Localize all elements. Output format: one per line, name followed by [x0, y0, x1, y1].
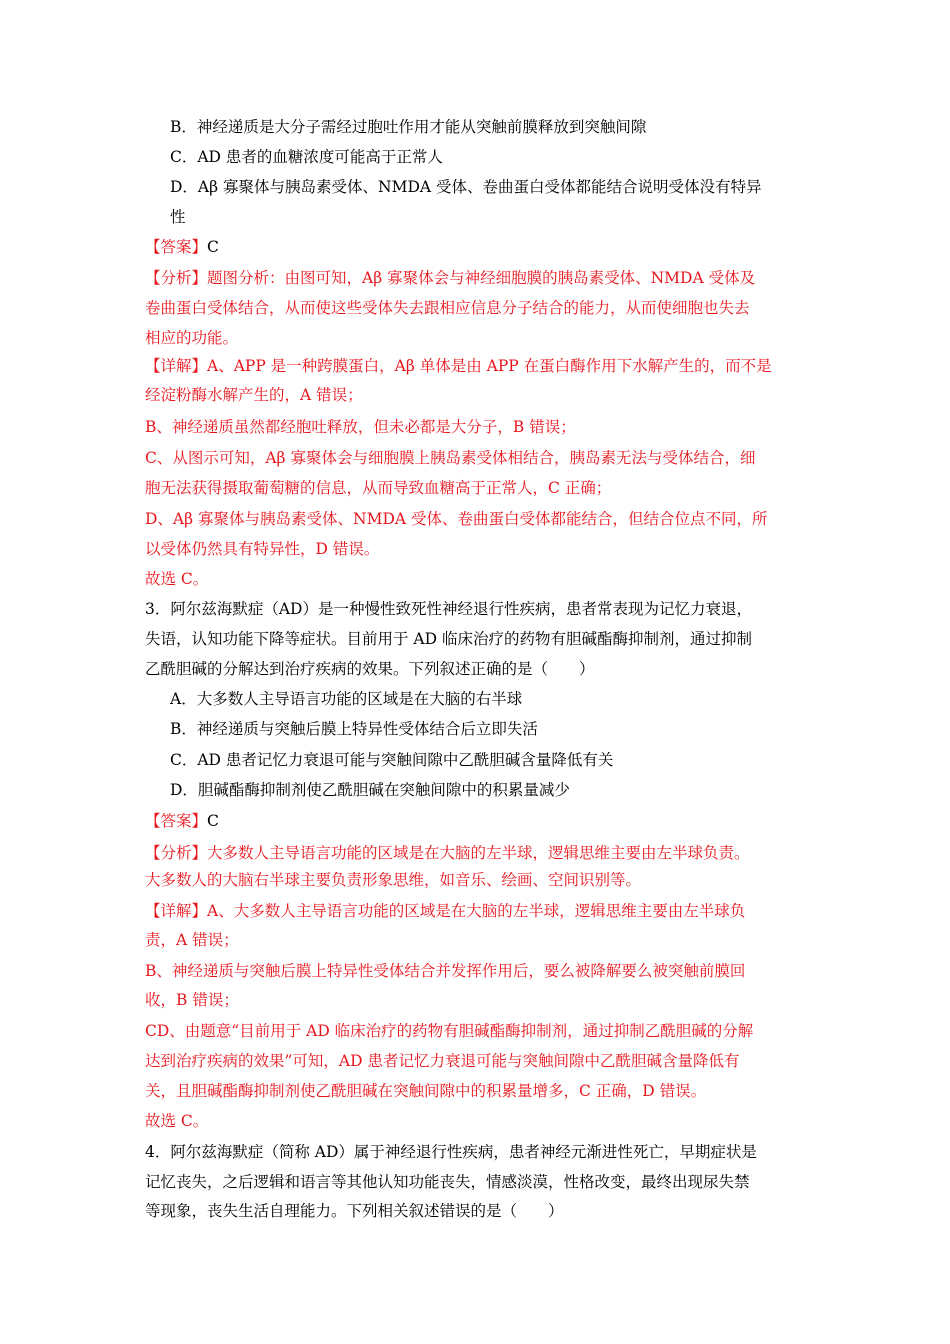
q2-answer: [145, 236, 815, 258]
q3-analysis-line1: 【分析】大多数人主导语言功能的区域是在大脑的左半球，逻辑思维主要由左半球负责。: [145, 844, 750, 862]
q3-conclusion: 故选 C。: [145, 1112, 209, 1130]
q3-detail-line1: 【详解】A、大多数人主导语言功能的区域是在大脑的左半球，逻辑思维主要由左半球负: [145, 902, 746, 920]
q2-detail-line6: D、Aβ 寡聚体与胰岛素受体、NMDA 受体、卷曲蛋白受体都能结合，但结合位点不同，所: [145, 510, 768, 528]
q2-detail-line5: 胞无法获得摄取葡萄糖的信息，从而导致血糖高于正常人，C 正确；: [145, 479, 612, 497]
q3-answer: [145, 810, 815, 832]
q4-stem-line1: 4．阿尔兹海默症（简称 AD）属于神经退行性疾病，患者神经元渐进性死亡，早期症状是: [145, 1143, 757, 1161]
q2-option-d-line1: D．Aβ 寡聚体与胰岛素受体、NMDA 受体、卷曲蛋白受体都能结合说明受体没有特异: [170, 178, 762, 196]
answer-value: C: [207, 812, 219, 830]
answer-tag: 【答案】: [145, 812, 208, 830]
q3-option-a: A．大多数人主导语言功能的区域是在大脑的右半球: [170, 690, 523, 708]
q3-detail-line6: 达到治疗疾病的效果”可知，AD 患者记忆力衰退可能与突触间隙中乙酰胆碱含量降低有: [145, 1052, 740, 1070]
q2-option-b: B．神经递质是大分子需经过胞吐作用才能从突触前膜释放到突触间隙: [170, 118, 647, 136]
q2-detail-line4: C、从图示可知，Aβ 寡聚体会与细胞膜上胰岛素受体相结合，胰岛素无法与受体结合，细: [145, 449, 756, 467]
q2-analysis-line3: 相应的功能。: [145, 329, 239, 347]
q3-detail-line4: 收，B 错误；: [145, 991, 239, 1009]
q3-option-b: B．神经递质与突触后膜上特异性受体结合后立即失活: [170, 720, 538, 738]
q2-analysis-line2: 卷曲蛋白受体结合，从而使这些受体失去跟相应信息分子结合的能力，从而使细胞也失去: [145, 299, 750, 317]
q4-stem-line3: 等现象，丧失生活自理能力。下列相关叙述错误的是（ ）: [145, 1202, 564, 1220]
q3-option-d: D．胆碱酯酶抑制剂使乙酰胆碱在突触间隙中的积累量减少: [170, 781, 570, 799]
q3-option-c: C．AD 患者记忆力衰退可能与突触间隙中乙酰胆碱含量降低有关: [170, 751, 614, 769]
q2-analysis-line1: 【分析】题图分析：由图可知，Aβ 寡聚体会与神经细胞膜的胰岛素受体、NMDA 受体及: [145, 269, 756, 287]
q2-option-c: C．AD 患者的血糖浓度可能高于正常人: [170, 148, 443, 166]
q2-detail-line1: 【详解】A、APP 是一种跨膜蛋白，Aβ 单体是由 APP 在蛋白酶作用下水解产生的，而不是: [145, 357, 772, 375]
q3-detail-line5: CD、由题意“目前用于 AD 临床治疗的药物有胆碱酯酶抑制剂，通过抑制乙酰胆碱的分解: [145, 1022, 754, 1040]
q2-detail-line3: B、神经递质虽然都经胞吐释放，但未必都是大分子，B 错误；: [145, 418, 576, 436]
q3-stem-line1: 3．阿尔兹海默症（AD）是一种慢性致死性神经退行性疾病，患者常表现为记忆力衰退，: [145, 600, 752, 618]
q2-option-d-line2: 性: [170, 208, 186, 226]
q3-analysis-line2: 大多数人的大脑右半球主要负责形象思维，如音乐、绘画、空间识别等。: [145, 871, 642, 889]
answer-tag: 【答案】: [145, 238, 208, 256]
q3-detail-line3: B、神经递质与突触后膜上特异性受体结合并发挥作用后，要么被降解要么被突触前膜回: [145, 962, 746, 980]
q3-stem-line3: 乙酰胆碱的分解达到治疗疾病的效果。下列叙述正确的是（ ）: [145, 660, 595, 678]
q3-stem-line2: 失语，认知功能下降等症状。目前用于 AD 临床治疗的药物有胆碱酯酶抑制剂，通过抑制: [145, 630, 752, 648]
q2-conclusion: 故选 C。: [145, 570, 209, 588]
q2-detail-line2: 经淀粉酶水解产生的，A 错误；: [145, 386, 363, 404]
q2-detail-line7: 以受体仍然具有特异性，D 错误。: [145, 540, 380, 558]
q3-detail-line2: 责，A 错误；: [145, 931, 239, 949]
q3-detail-line7: 关，且胆碱酯酶抑制剂使乙酰胆碱在突触间隙中的积累量增多，C 正确，D 错误。: [145, 1082, 707, 1100]
q4-stem-line2: 记忆丧失，之后逻辑和语言等其他认知功能丧失，情感淡漠，性格改变，最终出现尿失禁: [145, 1173, 750, 1191]
answer-value: C: [207, 238, 219, 256]
